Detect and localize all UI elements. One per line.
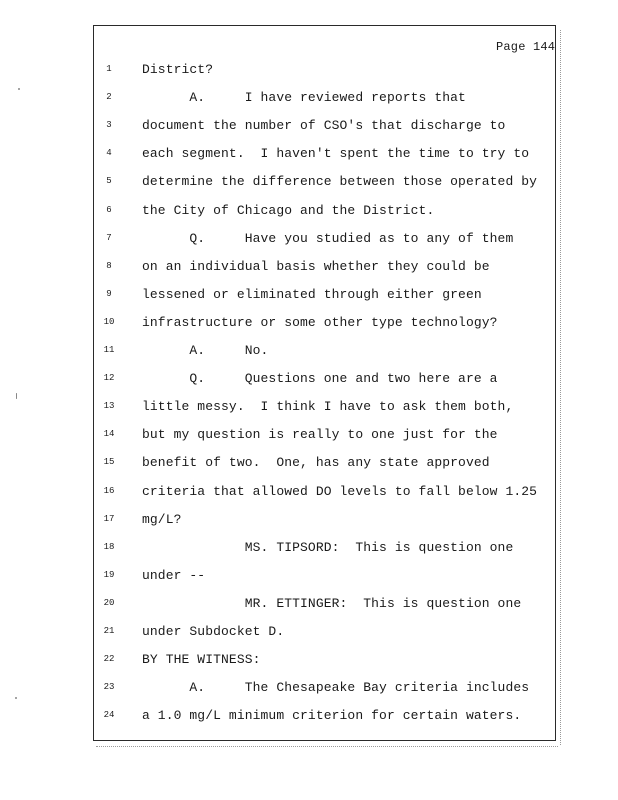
transcript-line: document the number of CSO's that discharge to [142,118,506,133]
line-number: 21 [103,626,115,636]
transcript-line: Q. Have you studied as to any of them [142,231,514,246]
line-number: 15 [103,457,115,467]
transcript-line: MR. ETTINGER: This is question one [142,596,522,611]
line-number: 4 [106,148,112,158]
line-number: 7 [106,233,112,243]
scan-speck [15,697,17,699]
line-number: 9 [106,289,112,299]
transcript-line: a 1.0 mg/L minimum criterion for certain waters. [142,708,522,723]
line-number: 10 [103,317,115,327]
scan-edge-bottom [96,746,558,747]
line-number: 24 [103,710,115,720]
line-number: 23 [103,682,115,692]
line-number: 19 [103,570,115,580]
line-number: 8 [106,261,112,271]
line-number: 17 [103,514,115,524]
transcript-line: MS. TIPSORD: This is question one [142,540,514,555]
transcript-line: A. No. [142,343,269,358]
transcript-line: benefit of two. One, has any state approved [142,455,490,470]
line-number: 12 [103,373,115,383]
line-number: 3 [106,120,112,130]
transcript-line: lessened or eliminated through either green [142,287,482,302]
line-number: 1 [106,64,112,74]
scan-edge-right [560,30,561,745]
line-number: 5 [106,176,112,186]
transcript-line: criteria that allowed DO levels to fall below 1.25 [142,484,538,499]
scan-speck [16,393,17,399]
line-number: 18 [103,542,115,552]
line-number: 16 [103,486,115,496]
transcript-line: BY THE WITNESS: [142,652,261,667]
scan-speck [18,88,20,90]
transcript-line: determine the difference between those operated by [142,174,538,189]
transcript-line: infrastructure or some other type technology? [142,315,498,330]
transcript-line: A. I have reviewed reports that [142,90,466,105]
transcript-line: District? [142,62,214,77]
transcript-line: but my question is really to one just for the [142,427,498,442]
line-number: 20 [103,598,115,608]
transcript-line: on an individual basis whether they could be [142,259,490,274]
transcript-line: mg/L? [142,512,182,527]
transcript-line: under -- [142,568,206,583]
transcript-line: A. The Chesapeake Bay criteria includes [142,680,530,695]
transcript-line: under Subdocket D. [142,624,285,639]
line-number: 22 [103,654,115,664]
line-number: 11 [103,345,115,355]
transcript-line: Q. Questions one and two here are a [142,371,498,386]
transcript-line: each segment. I haven't spent the time to try to [142,146,530,161]
line-number: 13 [103,401,115,411]
transcript-line: the City of Chicago and the District. [142,203,435,218]
line-number: 14 [103,429,115,439]
line-number: 6 [106,205,112,215]
page-number: Page 144 [496,40,556,54]
transcript-line: little messy. I think I have to ask them both, [142,399,514,414]
line-number: 2 [106,92,112,102]
